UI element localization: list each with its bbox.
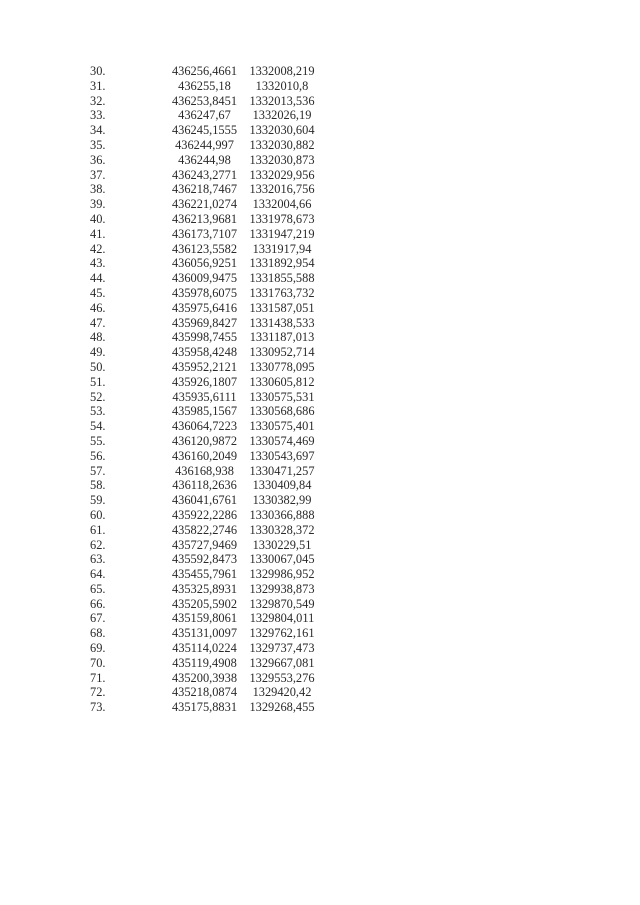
y-coordinate: 1329737,473: [249, 641, 315, 656]
x-coordinate: 435325,8931: [171, 581, 238, 596]
x-coordinate: 435592,8473: [171, 552, 238, 567]
row-number: 45.: [90, 285, 106, 300]
x-coordinate: 436256,4661: [171, 64, 238, 78]
row-number: 66.: [90, 596, 106, 611]
x-coordinate: 436009,9475: [171, 271, 238, 286]
row-number: 65.: [90, 581, 106, 596]
row-number: 70.: [90, 655, 106, 670]
x-coordinate: 435978,6075: [171, 285, 238, 300]
y-coordinate: 1332010,8: [255, 78, 309, 93]
x-coordinate: 435119,4908: [172, 655, 237, 670]
x-coordinate: 435455,7961: [171, 567, 238, 582]
x-coordinate: 435935,6111: [172, 389, 237, 404]
y-coordinate: 1329986,952: [249, 567, 315, 582]
x-coordinate: 435922,2286: [171, 507, 238, 522]
row-number: 42.: [90, 241, 106, 256]
y-coordinate: 1329268,455: [249, 700, 315, 715]
y-coordinate: 1332030,873: [249, 152, 315, 167]
row-number: 72.: [90, 685, 106, 700]
x-coordinate: 436041,6761: [171, 493, 238, 508]
x-coordinate: 435205,5902: [171, 596, 238, 611]
y-coordinate: 1329938,873: [249, 581, 315, 596]
y-coordinate: 1332026,19: [252, 108, 312, 123]
x-coordinate: 436243,2771: [171, 167, 238, 182]
y-coordinate: 1332013,536: [249, 93, 315, 108]
row-number: 52.: [90, 389, 106, 404]
y-coordinate: 1331917,94: [252, 241, 312, 256]
x-coordinate: 436245,1555: [171, 123, 238, 138]
row-number: 38.: [90, 182, 106, 197]
x-coordinate: 435727,9469: [171, 537, 238, 552]
x-coordinate: 436221,0274: [171, 197, 238, 212]
row-number: 71.: [90, 670, 106, 685]
x-coordinate: 435998,7455: [171, 330, 238, 345]
y-coordinate: 1330543,697: [249, 448, 315, 463]
y-coordinate: 1331763,732: [249, 285, 315, 300]
y-coordinate: 1332008,219: [249, 64, 315, 78]
y-coordinate: 1330778,095: [249, 359, 315, 374]
y-coordinate: 1330366,888: [249, 507, 315, 522]
row-number: 41.: [90, 226, 106, 241]
y-coordinate: 1329420,42: [252, 685, 312, 700]
x-coordinate: 435926,1807: [171, 374, 238, 389]
row-number: 60.: [90, 507, 106, 522]
row-number: 53.: [90, 404, 106, 419]
y-coordinate: 1330952,714: [249, 345, 315, 360]
y-coordinate: 1329667,081: [249, 655, 315, 670]
row-number: 36.: [90, 152, 106, 167]
x-coordinate: 436056,9251: [171, 256, 238, 271]
x-coordinate: 436213,9681: [171, 211, 238, 226]
x-coordinate: 436244,997: [175, 137, 234, 152]
row-number: 33.: [90, 108, 106, 123]
y-coordinate: 1332004,66: [252, 197, 312, 212]
row-number: 57.: [90, 463, 106, 478]
y-coordinate: 1329762,161: [249, 626, 315, 641]
row-number: 34.: [90, 123, 106, 138]
y-coordinate: 1331438,533: [249, 315, 315, 330]
row-number: 46.: [90, 300, 106, 315]
row-number: 54.: [90, 419, 106, 434]
y-coordinate: 1329870,549: [249, 596, 315, 611]
x-coordinate: 436120,9872: [171, 433, 238, 448]
row-number: 51.: [90, 374, 106, 389]
y-coordinate: 1330229,51: [252, 537, 312, 552]
row-number: 32.: [90, 93, 106, 108]
y-coordinate: 1330574,469: [249, 433, 315, 448]
row-number: 61.: [90, 522, 106, 537]
x-coordinate: 435200,3938: [171, 670, 238, 685]
x-coordinate: 435952,2121: [171, 359, 238, 374]
row-number: 47.: [90, 315, 106, 330]
row-number: 56.: [90, 448, 106, 463]
x-coordinate: 435131,0097: [171, 626, 238, 641]
y-coordinate: 1332029,956: [249, 167, 315, 182]
y-coordinate: 1331947,219: [249, 226, 315, 241]
y-coordinate: 1331978,673: [249, 211, 315, 226]
y-coordinate: 1330575,401: [249, 419, 315, 434]
x-coordinate: 435958,4248: [171, 345, 238, 360]
y-coordinate: 1330067,045: [249, 552, 315, 567]
x-coordinate: 436160,2049: [171, 448, 238, 463]
y-coordinate: 1329553,276: [249, 670, 315, 685]
y-coordinate: 1332030,604: [249, 123, 315, 138]
row-number: 63.: [90, 552, 106, 567]
x-coordinate: 435114,0224: [172, 641, 237, 656]
row-number: 59.: [90, 493, 106, 508]
y-coordinate: 1332016,756: [249, 182, 315, 197]
x-coordinate: 436064,7223: [171, 419, 238, 434]
y-coordinate: 1330471,257: [249, 463, 315, 478]
row-number: 35.: [90, 137, 106, 152]
x-coordinate: 436253,8451: [171, 93, 238, 108]
row-number: 31.: [90, 78, 106, 93]
y-coordinate: 1331892,954: [249, 256, 315, 271]
row-number: 58.: [90, 478, 106, 493]
row-number: 37.: [90, 167, 106, 182]
row-number: 44.: [90, 271, 106, 286]
row-number: 49.: [90, 345, 106, 360]
x-coordinate: 436255,18: [178, 78, 231, 93]
x-coordinate: 435175,8831: [171, 700, 238, 715]
row-number: 30.: [90, 64, 106, 78]
y-coordinate: 1332030,882: [249, 137, 315, 152]
y-coordinate: 1330568,686: [249, 404, 315, 419]
x-coordinate: 435969,8427: [171, 315, 238, 330]
x-coordinate: 436118,2636: [172, 478, 237, 493]
y-coordinate: 1330409,84: [252, 478, 312, 493]
x-coordinate: 435985,1567: [171, 404, 238, 419]
y-coordinate: 1330575,531: [249, 389, 315, 404]
row-number: 39.: [90, 197, 106, 212]
y-coordinate: 1331855,588: [249, 271, 315, 286]
row-number: 73.: [90, 700, 106, 715]
y-coordinate: 1331187,013: [249, 330, 315, 345]
row-number: 40.: [90, 211, 106, 226]
x-coordinate: 435159,8061: [171, 611, 238, 626]
x-coordinate: 436168,938: [175, 463, 234, 478]
y-coordinate: 1330605,812: [249, 374, 315, 389]
x-coordinate: 435975,6416: [171, 300, 238, 315]
x-coordinate: 436244,98: [178, 152, 231, 167]
y-coordinate: 1329804,011: [249, 611, 315, 626]
y-coordinate: 1330328,372: [249, 522, 315, 537]
x-coordinate: 436247,67: [178, 108, 231, 123]
x-coordinate: 435822,2746: [171, 522, 238, 537]
x-coordinate: 436218,7467: [171, 182, 238, 197]
row-number: 50.: [90, 359, 106, 374]
x-coordinate: 436123,5582: [171, 241, 238, 256]
row-number: 64.: [90, 567, 106, 582]
row-number: 69.: [90, 641, 106, 656]
row-number: 68.: [90, 626, 106, 641]
y-coordinate: 1330382,99: [252, 493, 312, 508]
row-number: 67.: [90, 611, 106, 626]
x-coordinate: 435218,0874: [171, 685, 238, 700]
row-number: 48.: [90, 330, 106, 345]
row-number: 55.: [90, 433, 106, 448]
y-coordinate: 1331587,051: [249, 300, 315, 315]
row-number: 43.: [90, 256, 106, 271]
row-number: 62.: [90, 537, 106, 552]
x-coordinate: 436173,7107: [171, 226, 238, 241]
